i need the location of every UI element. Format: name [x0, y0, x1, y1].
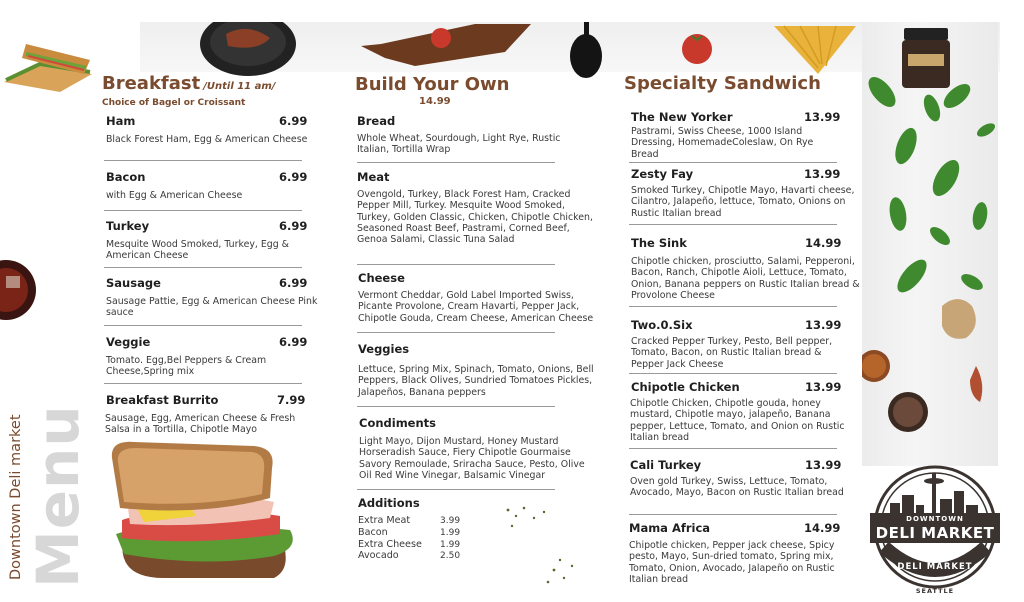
divider	[357, 406, 555, 407]
breakfast-item-name: Breakfast Burrito	[106, 393, 219, 407]
divider	[357, 332, 555, 333]
spoon-icon	[566, 22, 608, 82]
breakfast-item-desc: Sausage Pattie, Egg & American Cheese Pink sauce	[106, 296, 318, 319]
build-section-desc: Ovengold, Turkey, Black Forest Ham, Cracked Pepper Mill, Turkey. Mesquite Wood Smoked, Turkey, Golden Classic, Chicken, Chipotle Chicken, Seasoned Roast Beef, Pastrami, Corned Beef, Genoa Salami, Classic Tuna Salad	[357, 189, 593, 246]
specialty-item-name: The Sink	[631, 236, 687, 250]
breakfast-item-name: Sausage	[106, 276, 161, 290]
divider	[104, 210, 302, 211]
specialty-item-name: Two.0.Six	[631, 318, 693, 332]
specialty-item-price: 13.99	[805, 458, 842, 472]
sandwich-image	[104, 438, 300, 584]
build-section-desc: Light Mayo, Dijon Mustard, Honey Mustard Horseradish Sauce, Fiery Chipotle Gourmaise Savory Remoulade, Sriracha Sauce, Pesto, Olive Oil Red Wine Vinegar, Balsamic Vinegar	[359, 436, 585, 481]
breakfast-item-price: 7.99	[277, 393, 306, 407]
breakfast-item-name: Turkey	[106, 219, 150, 233]
logo-city-text: SEATTLE	[915, 587, 955, 595]
logo-main-text: DELI MARKET	[875, 524, 995, 542]
build-heading: Build Your Own	[355, 74, 510, 95]
deli-market-logo	[866, 465, 1004, 597]
breakfast-item-desc: Mesquite Wood Smoked, Turkey, Egg & American Cheese	[106, 239, 289, 262]
specialty-item-desc: Cracked Pepper Turkey, Pesto, Bell pepper, Tomato, Bacon, on Rustic Italian bread & Pepper Jack Cheese	[631, 336, 833, 370]
breakfast-heading: Breakfast /Until 11 am/	[102, 73, 276, 94]
specialty-item-desc: Pastrami, Swiss Cheese, 1000 Island Dressing, HomemadeColeslaw, On Rye Bread	[631, 126, 814, 160]
divider	[629, 373, 837, 374]
logo-arc-text: DELI MARKET	[897, 562, 973, 572]
divider	[104, 160, 302, 161]
breakfast-item-name: Veggie	[106, 335, 151, 349]
build-section-name: Cheese	[358, 271, 405, 285]
addition-price: 1.99	[440, 528, 461, 538]
breakfast-note: Choice of Bagel or Croissant	[102, 98, 246, 108]
build-section-name: Condiments	[359, 416, 437, 430]
divider	[629, 224, 837, 225]
pasta-icon	[770, 22, 860, 76]
divider	[629, 306, 837, 307]
build-section-name: Meat	[357, 170, 390, 184]
specialty-item-price: 13.99	[805, 380, 842, 394]
breakfast-item-name: Ham	[106, 114, 136, 128]
addition-name: Extra Meat	[358, 515, 411, 526]
addition-price: 3.99	[440, 516, 461, 526]
additions-heading: Additions	[358, 496, 420, 510]
addition-price: 1.99	[440, 540, 461, 550]
specialty-item-desc: Chipotle chicken, prosciutto, Salami, Pepperoni, Bacon, Ranch, Chipotle Aioli, Lettuce, Tomato, Onion, Banana peppers on Rustic Italian bread & Provolone Cheese	[631, 256, 860, 301]
divider	[357, 162, 555, 163]
divider	[357, 264, 555, 265]
specialty-item-price: 13.99	[804, 110, 841, 124]
skillet-icon	[198, 22, 300, 78]
sandwich-top-left-icon	[0, 30, 100, 96]
specialty-item-price: 14.99	[804, 521, 841, 535]
specialty-item-desc: Smoked Turkey, Chipotle Mayo, Havarti cheese, Cilantro, Jalapeño, lettuce, Tomato, Onions on Rustic Italian bread	[631, 185, 855, 219]
tomato-icon	[680, 32, 714, 66]
breakfast-item-price: 6.99	[279, 335, 308, 349]
specialty-item-price: 13.99	[805, 318, 842, 332]
breakfast-item-desc: Tomato. Egg,Bel Peppers & Cream Cheese,Spring mix	[106, 355, 267, 378]
build-section-desc: Whole Wheat, Sourdough, Light Rye, Rustic Italian, Tortilla Wrap	[357, 133, 561, 156]
divider	[629, 514, 837, 515]
divider	[629, 162, 837, 163]
side-subtitle: Downtown Deli market	[8, 414, 24, 580]
breakfast-item-price: 6.99	[279, 219, 308, 233]
build-price: 14.99	[419, 96, 451, 107]
divider	[104, 325, 302, 326]
breakfast-item-desc: Black Forest Ham, Egg & American Cheese	[106, 134, 308, 145]
divider	[629, 448, 837, 449]
drink-glass-icon	[0, 250, 38, 330]
divider	[104, 267, 302, 268]
side-menu-title: Menu	[24, 404, 92, 588]
specialty-item-name: Mama Africa	[629, 521, 711, 535]
basil-leaves-icon	[862, 66, 998, 466]
addition-name: Extra Cheese	[358, 539, 422, 550]
build-section-name: Veggies	[358, 342, 410, 356]
build-section-desc: Lettuce, Spring Mix, Spinach, Tomato, Onions, Bell Peppers, Black Olives, Sundried Tomatoes Pickles, Jalapeños, Banana peppers	[358, 364, 594, 398]
cutting-board-icon	[355, 22, 535, 72]
specialty-item-name: Cali Turkey	[630, 458, 702, 472]
breakfast-item-price: 6.99	[279, 170, 308, 184]
specialty-item-name: The New Yorker	[631, 110, 733, 124]
addition-price: 2.50	[440, 551, 461, 561]
herb-sprinkle-icon	[494, 500, 584, 590]
addition-name: Bacon	[358, 527, 388, 538]
specialty-item-desc: Chipotle chicken, Pepper jack cheese, Spicy pesto, Mayo, Sun-dried tomato, Spring mix, Tomato, Onion, Avocado, Jalapeño on Rustic Italian bread	[629, 540, 835, 585]
breakfast-item-name: Bacon	[106, 170, 146, 184]
specialty-item-name: Zesty Fay	[631, 167, 694, 181]
breakfast-item-desc: Sausage, Egg, American Cheese & Fresh Salsa in a Tortilla, Chipotle Mayo	[105, 413, 296, 436]
breakfast-item-price: 6.99	[279, 276, 308, 290]
addition-name: Avocado	[358, 550, 399, 561]
specialty-item-desc: Oven gold Turkey, Swiss, Lettuce, Tomato, Avocado, Mayo, Bacon on Rustic Italian bread	[630, 476, 844, 499]
specialty-item-name: Chipotle Chicken	[631, 380, 740, 394]
breakfast-item-desc: with Egg & American Cheese	[106, 190, 243, 201]
build-section-name: Bread	[357, 114, 396, 128]
divider	[104, 383, 302, 384]
build-section-desc: Vermont Cheddar, Gold Label Imported Swiss, Picante Provolone, Cream Havarti, Pepper Jack, Chipotle Gouda, Cream Cheese, American Cheese	[358, 290, 594, 324]
breakfast-item-price: 6.99	[279, 114, 308, 128]
specialty-item-desc: Chipotle Chicken, Chipotle gouda, honey mustard, Chipotle mayo, jalapeño, Banana pepper, Lettuce, Tomato, and Onion on Rustic Italian bread	[630, 398, 845, 443]
specialty-item-price: 13.99	[804, 167, 841, 181]
divider	[357, 489, 555, 490]
logo-top-text: DOWNTOWN	[906, 515, 964, 523]
specialty-heading: Specialty Sandwich	[624, 73, 821, 94]
specialty-item-price: 14.99	[805, 236, 842, 250]
